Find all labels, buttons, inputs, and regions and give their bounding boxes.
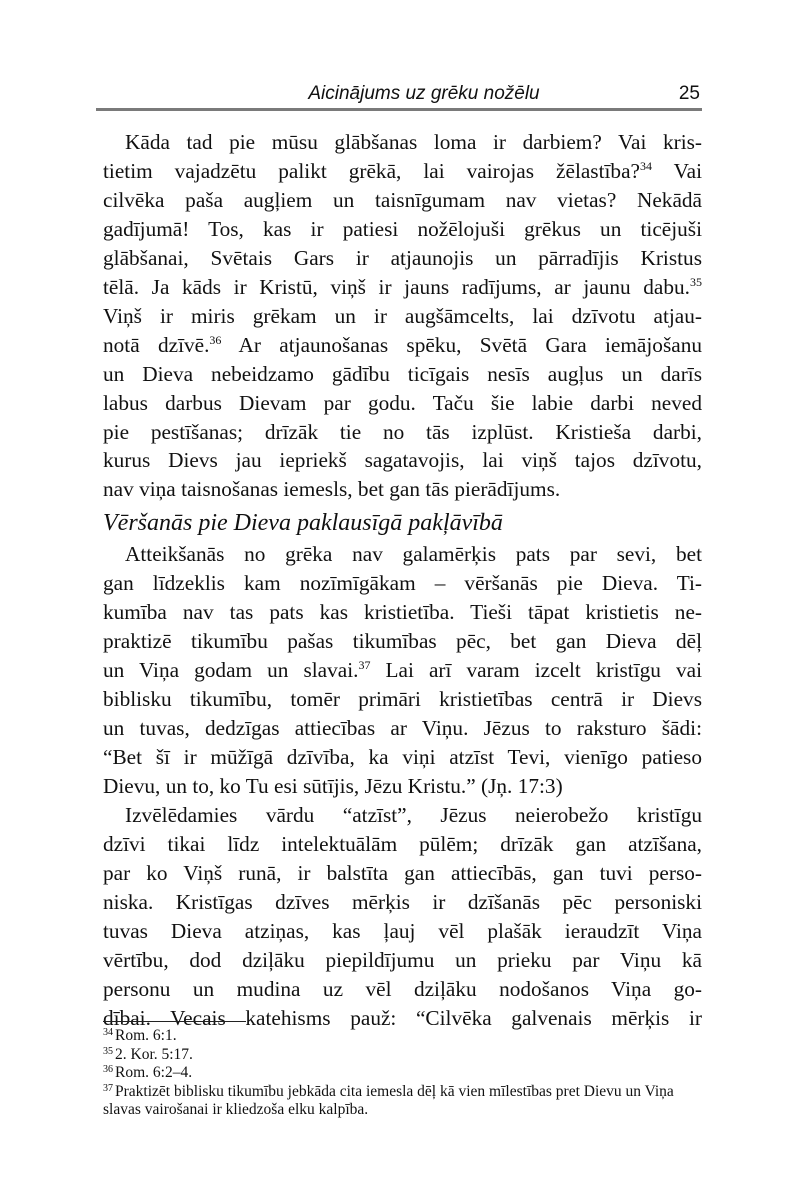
text-line bbox=[103, 273, 702, 302]
paragraph bbox=[103, 128, 702, 504]
paragraph bbox=[103, 801, 702, 1033]
text-line: gan līdzeklis kam nozīmīgākam – vēršanās pie Dieva. Ti- bbox=[103, 571, 702, 596]
text-line: personu un mudina uz vēl dziļāku nodošanos Viņa go- bbox=[103, 976, 702, 1001]
text-line bbox=[103, 331, 702, 360]
paragraph bbox=[103, 540, 702, 801]
footnotes bbox=[103, 1027, 703, 1120]
text-line: biblisku tikumību, tomēr primāri kristietības centrā ir Dievs bbox=[103, 687, 702, 712]
footnote-reference[interactable]: 34 bbox=[639, 158, 652, 173]
footnote-text: Praktizēt biblisku tikumību jebkāda cita iemesla dēļ kā vien mīlestības pret Dievu un Viņa slavas vairošanai ir kliedzoša elku kalpība. bbox=[103, 1082, 674, 1119]
text-line: gadījumā! Tos, kas ir patiesi nožēlojuši grēkus un ticējuši bbox=[103, 216, 702, 241]
text-line: pie pestīšanas; drīzāk tie no tās izplūst. Kristieša darbi, bbox=[103, 419, 702, 444]
page-number: 25 bbox=[678, 83, 700, 104]
text-line: vērtību, dod dziļāku piepildījumu un prieku par Viņu kā bbox=[103, 947, 702, 972]
text-line: “Bet šī ir mūžīgā dzīvība, ka viņi atzīst Tevi, vienīgo patieso bbox=[103, 745, 702, 770]
text-line bbox=[103, 656, 702, 685]
body-text bbox=[103, 128, 702, 1033]
footnote bbox=[103, 1083, 703, 1120]
text-line: Izvēlēdamies vārdu “atzīst”, Jēzus neierobežo kristīgu bbox=[125, 802, 702, 827]
text-line: dzīvi tikai līdz intelektuālām pūlēm; drīzāk gan atzīšana, bbox=[103, 831, 702, 856]
footnote-text: Rom. 6:1. bbox=[115, 1027, 177, 1044]
text-fragment: tēlā. Ja kāds ir Kristū, viņš ir jauns radījums, ar jaunu dabu. bbox=[103, 274, 690, 299]
text-line: tuvas Dieva atziņas, kas ļauj vēl plašāk ieraudzīt Viņa bbox=[103, 918, 702, 943]
footnote-number: 34 bbox=[103, 1027, 113, 1038]
footnote bbox=[103, 1046, 703, 1065]
footnote-divider bbox=[103, 1021, 246, 1022]
text-line bbox=[103, 157, 702, 186]
text-fragment: Ar atjaunošanas spēku, Svētā Gara iemājošanu bbox=[238, 332, 702, 357]
text-line: praktizē tikumību pašas tikumības pēc, bet gan Dieva dēļ bbox=[103, 629, 702, 654]
footnote-text: 2. Kor. 5:17. bbox=[115, 1045, 193, 1063]
text-line: Atteikšanās no grēka nav galamērķis pats par sevi, bet bbox=[125, 542, 702, 567]
running-title: Aicinājums uz grēku nožēlu bbox=[308, 83, 540, 104]
footnote-text: Rom. 6:2–4. bbox=[115, 1064, 193, 1082]
footnote-reference[interactable]: 37 bbox=[358, 658, 371, 673]
text-line: glābšanai, Svētais Gars ir atjaunojis un pārradījis Kristus bbox=[103, 245, 702, 270]
text-fragment: Vai bbox=[673, 158, 702, 183]
footnote-number: 37 bbox=[103, 1082, 113, 1094]
text-fragment: Lai arī varam izcelt kristīgu vai bbox=[385, 658, 702, 683]
text-line: kumība nav tas pats kas kristietība. Tieši tāpat kristietis ne- bbox=[103, 600, 702, 625]
text-line: Dievu, un to, ko Tu esi sūtījis, Jēzu Kristu.” (Jņ. 17:3) bbox=[103, 774, 563, 799]
text-line: kurus Dievs jau iepriekš sagatavojis, lai viņš tajos dzīvotu, bbox=[103, 448, 702, 473]
footnote-number: 35 bbox=[103, 1045, 113, 1057]
text-line: Kāda tad pie mūsu glābšanas loma ir darbiem? Vai kris- bbox=[125, 130, 702, 154]
text-fragment: un Viņa godam un slavai. bbox=[103, 658, 359, 683]
text-line: labus darbus Dievam par godu. Taču šie labie darbi neved bbox=[103, 390, 702, 415]
text-line: Viņš ir miris grēkam un ir augšāmcelts, lai dzīvotu atjau- bbox=[103, 303, 702, 328]
footnote-reference[interactable]: 35 bbox=[690, 274, 702, 289]
text-line: un tuvas, dedzīgas attiecības ar Viņu. Jēzus to raksturo šādi: bbox=[103, 716, 702, 741]
text-line: niska. Kristīgas dzīves mērķis ir dzīšanās pēc personiski bbox=[103, 889, 702, 914]
running-header bbox=[96, 82, 702, 111]
text-fragment: notā dzīvē. bbox=[103, 332, 210, 357]
footnote-reference[interactable]: 36 bbox=[209, 332, 222, 347]
footnote bbox=[103, 1064, 703, 1083]
text-line: dībai. Vecais katehisms pauž: “Cilvēka galvenais mērķis ir bbox=[103, 1005, 702, 1030]
text-line: par ko Viņš runā, ir balstīta gan attiecībās, gan tuvi perso- bbox=[103, 860, 702, 885]
footnote-number: 36 bbox=[103, 1064, 113, 1076]
text-line: cilvēka paša augļiem un taisnīgumam nav vietas? Nekādā bbox=[103, 187, 702, 212]
footnote bbox=[103, 1027, 703, 1046]
text-line: nav viņa taisnošanas iemesls, bet gan tās pierādījums. bbox=[103, 477, 561, 502]
text-line: un Dieva nebeidzamo gādību ticīgais nesīs augļus un darīs bbox=[103, 361, 702, 386]
section-heading: Vēršanās pie Dieva paklausīgā pakļāvībā bbox=[103, 510, 503, 537]
text-fragment: tietim vajadzētu palikt grēkā, lai vairojas žēlastība? bbox=[103, 158, 640, 183]
